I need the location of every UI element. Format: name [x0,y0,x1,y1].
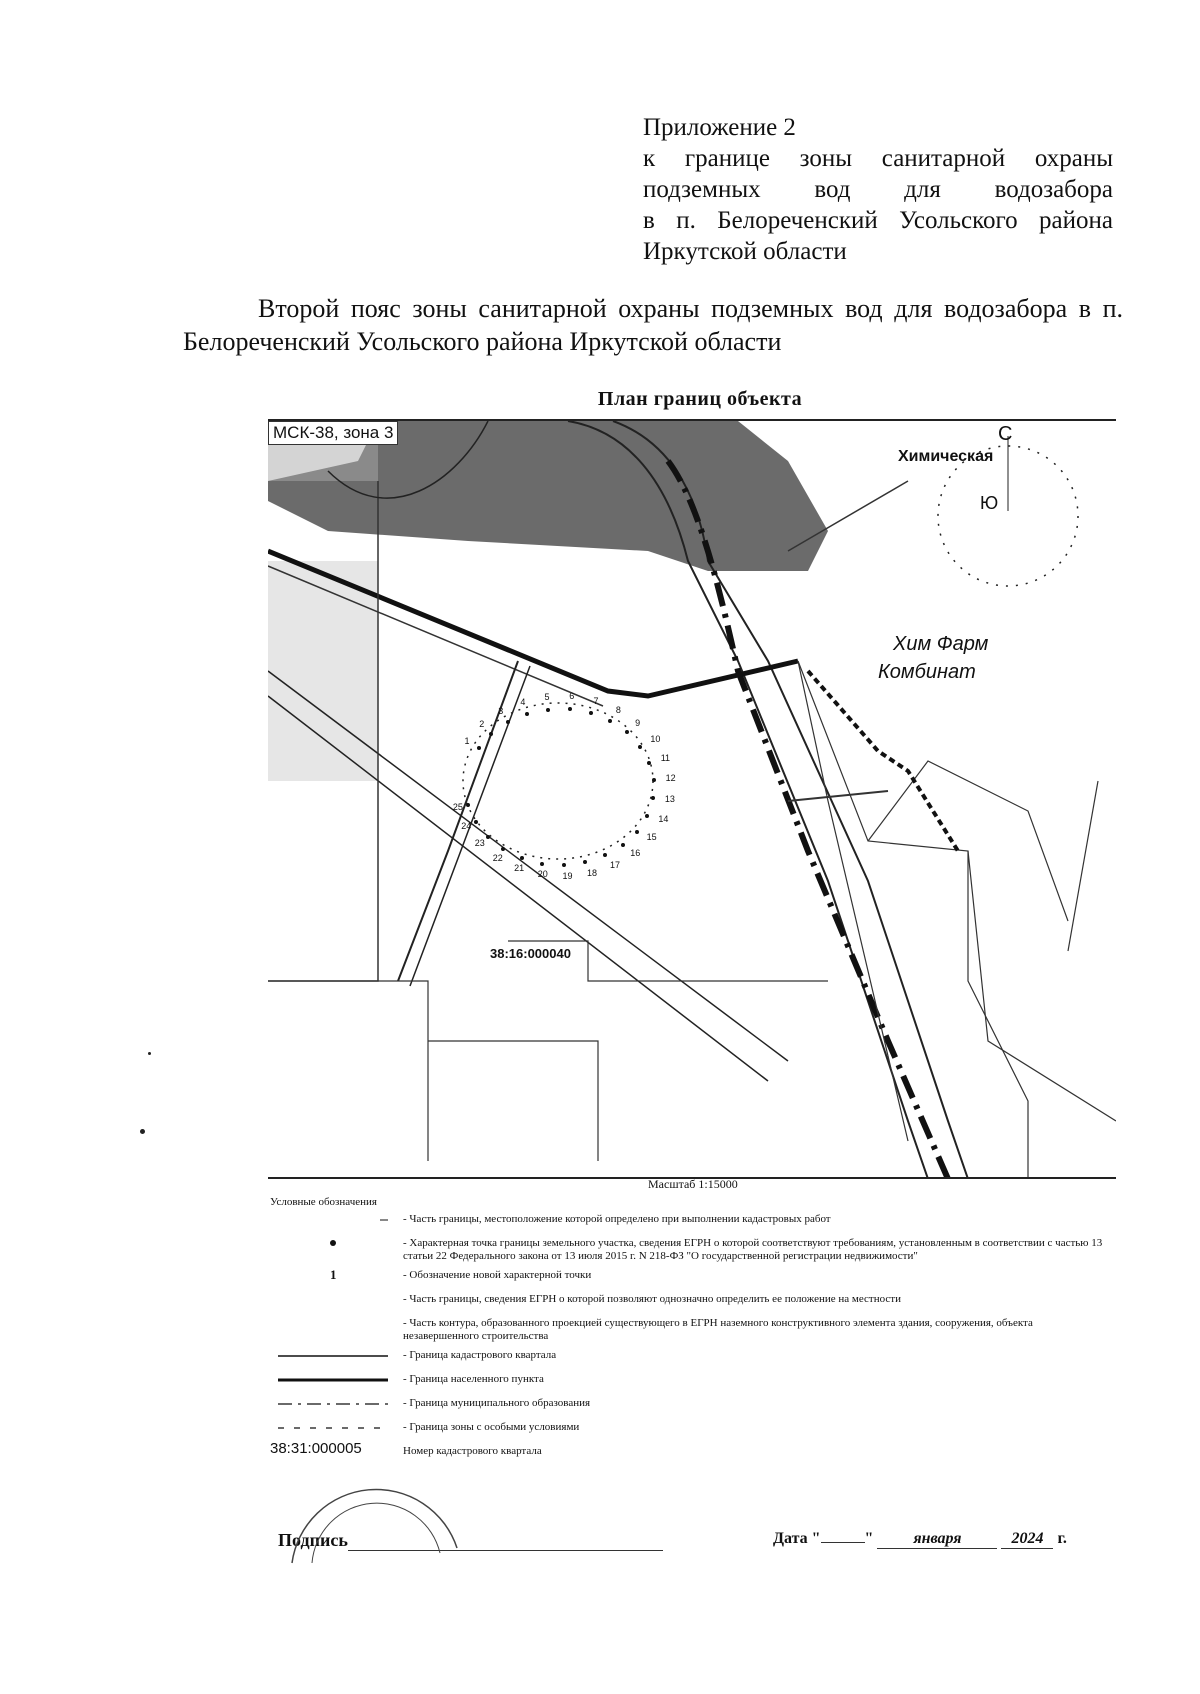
stray-mark [140,1129,145,1134]
boundary-point-dot [477,746,481,750]
parcel-outline-11 [788,791,888,801]
compass-south-label: Ю [980,493,999,513]
legend-item [270,1421,1110,1439]
legend-text: - Часть границы, местоположение которой определено при выполнении кадастровых работ [403,1213,831,1225]
boundary-point-dot [474,820,478,824]
legend-symbol [270,1269,398,1283]
boundary-point-dot [562,863,566,867]
coordinate-system-label: МСК-38, зона 3 [268,421,398,445]
boundary-point-label: 5 [544,691,550,702]
legend-symbol [270,1421,398,1435]
boundary-point-label: 3 [498,706,504,717]
legend-text: - Характерная точка границы земельного участка, сведения ЕГРН о которой соответствуют требованиям, установленным в соответствии с частью 13 статьи 22 Федерального закона от 13 июля 2015 г. N 218-ФЗ "О государственной регистрации недвижимости" [403,1237,1103,1262]
boundary-point-label: 12 [665,773,676,784]
date-suffix: г. [1057,1530,1067,1547]
appendix-line-3: подземных вод для водозабора [643,176,1113,203]
boundary-point-dot [621,843,625,847]
parcel-outline-9 [1068,781,1098,951]
legend-symbol-text: 1 [330,1267,337,1282]
boundary-point-label: 15 [646,832,657,843]
legend-item [270,1440,1110,1463]
plan-title: План границ объекта [597,388,803,410]
legend-text: - Граница муниципального образования [403,1397,591,1409]
boundary-point-label: 4 [520,696,526,707]
map-drawing [268,421,1116,1179]
boundary-point-label: 7 [593,696,599,706]
parcel-outline-2 [268,981,428,1161]
legend-text: - Граница кадастрового квартала [403,1349,557,1361]
boundary-point-label: 24 [461,821,472,832]
legend-item [270,1293,1110,1311]
legend-item [270,1317,1110,1343]
appendix-line-5: Иркутской области [643,238,847,265]
chemical-street-label: Химическая [898,448,994,465]
legend-symbol [270,1293,398,1307]
legend-symbol [270,1349,398,1363]
appendix-line-2: к границе зоны санитарной охраны [643,145,1113,172]
boundary-point-label: 21 [514,863,525,874]
boundary-point-label: 9 [635,718,641,729]
boundary-point-dot [635,830,639,834]
boundary-point-label: 6 [569,691,575,702]
legend-symbol [270,1397,398,1411]
sanitary-zone-circle [463,703,653,859]
boundary-point-label: 22 [492,852,503,863]
compass-north-label: С [998,423,1013,445]
boundary-point-label: 14 [658,814,669,825]
legend-item [270,1349,1110,1367]
appendix-title: Приложение 2 [643,114,796,141]
boundary-point-dot [486,835,490,839]
legend-item [270,1213,1110,1231]
boundary-point-label: 23 [474,838,485,849]
appendix-block [643,112,1113,267]
boundary-point-dot [546,708,550,712]
parcel-outline-3 [428,1041,598,1161]
legend-text: - Часть границы, сведения ЕГРН о которой позволяют однозначно определить ее положение на местности [403,1293,901,1305]
boundary-point-label: 19 [562,870,573,881]
diagonal-road-1 [268,671,788,1061]
legend-symbol [270,1213,398,1227]
date-field: Дата " " января 2024 г. [773,1530,1067,1547]
boundary-point-label: 25 [452,801,463,812]
appendix-line-4: в п. Белореченский Усольского района [643,207,1113,234]
legend-text: Номер кадастрового квартала [403,1445,542,1457]
date-month: января [877,1530,997,1549]
boundary-point-label: 1 [464,736,470,746]
boundary-point-label: 18 [587,867,598,878]
legend-symbol [270,1237,398,1251]
legend-symbol [270,1440,398,1459]
date-year: 2024 [1001,1530,1053,1549]
legend-symbol-text: 38:31:000005 [270,1440,362,1457]
boundary-point-label: 17 [610,859,621,870]
khimfarm-label-2: Комбинат [878,661,976,683]
legend-item [270,1237,1110,1263]
boundary-point-label: 10 [650,734,661,745]
parcel-outline-5 [798,661,1028,1179]
signature-label: Подпись [278,1530,348,1550]
legend-title: Условные обозначения [270,1196,377,1208]
boundary-point-label: 11 [660,753,671,764]
grey-area-left [268,561,378,781]
boundary-map [268,419,1116,1179]
legend-rows [270,1213,1110,1463]
legend-symbol [270,1373,398,1387]
khimfarm-label-1: Хим Фарм [893,633,989,655]
legend-item [270,1373,1110,1391]
boundary-point-label: 8 [615,705,621,715]
legend-text: - Граница населенного пункта [403,1373,544,1385]
map-legend [270,1196,1110,1469]
official-stamp [282,1468,462,1568]
date-day [821,1542,865,1543]
boundary-point-label: 2 [479,719,485,730]
railway [808,671,958,851]
legend-text: - Часть контура, образованного проекцией существующего в ЕГРН наземного конструктивного элемента здания, сооружения, объекта незавершенного строительства [403,1317,1033,1342]
legend-item [270,1269,1110,1287]
parcel-outline-8 [798,661,908,1141]
parcel-outline-7 [968,851,1116,1121]
document-heading: Второй пояс зоны санитарной охраны подземных вод для водозабора в п. Белореченский Усольского района Иркутской области [183,294,1123,356]
legend-item [270,1397,1110,1415]
boundary-point-label: 13 [664,794,675,805]
diagonal-road-2 [268,696,768,1081]
boundary-point-label: 16 [630,847,641,858]
legend-text: - Граница зоны с особыми условиями [403,1421,580,1433]
boundary-point-dot [506,720,510,724]
legend-text: - Обозначение новой характерной точки [403,1269,592,1281]
stray-mark [148,1052,151,1055]
parcel-number-label: 38:16:000040 [490,946,571,961]
legend-symbol [270,1317,398,1331]
date-label: Дата [773,1530,808,1547]
boundary-point-label: 20 [537,869,548,880]
map-scale: Масштаб 1:15000 [648,1177,738,1191]
